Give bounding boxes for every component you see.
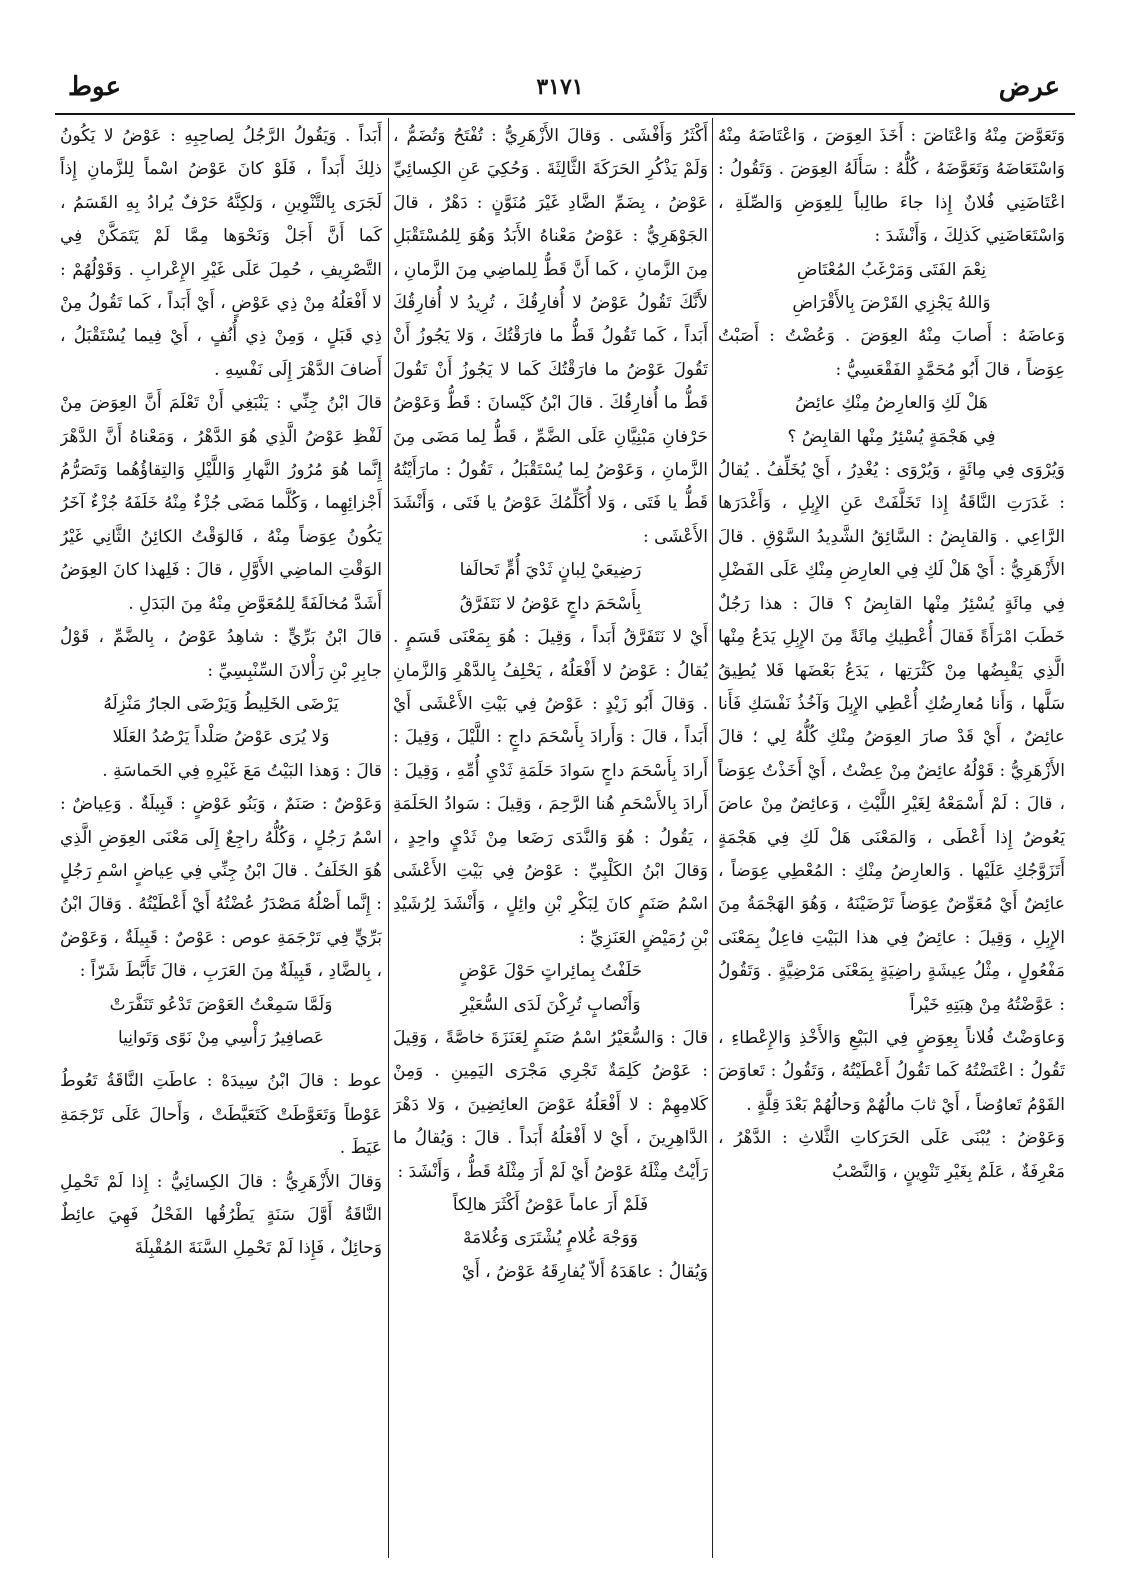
verse-line: وَاللهُ يَجْزِي القَرْضَ بِالأَقْرَاضِ — [792, 293, 991, 314]
paragraph: قالَ : وَهذا البَيْتُ مَعَ غَيْرِهِ فِي الحَماسَةِ . — [102, 760, 382, 781]
verse-line: حَلَفْتُ بِمائِراتٍ حَوْلَ عَوْضٍ — [458, 961, 643, 982]
header-root-word-right: عرض — [998, 72, 1060, 102]
paragraph: أَيْ لا نَتَفَرَّقُ أَبَداً ، وَقِيلَ : هُوَ بِمَعْنَى قَسَمٍ . يُقالُ : عَوْضُ لا أَفْعَلُهُ ، يَحْلِفُ بِالدَّهْرِ وَالزَّمانِ . وَقالَ أَبُو زَيْدٍ : عَوْضُ فِي بَيْتِ الأَعْشَى أَيْ أَبَداً ، قالَ : وَأَرادَ بِأَسْحَمَ داجٍ : اللَّيْلَ ، وَقِيلَ : أَرادَ بِأَسْحَمَ داجٍ سَوادَ حَلَمَةِ ثَدْيِ أُمِّهِ ، وَقِيلَ : أَرادَ بِالأَسْحَمِ هُنا الرَّحِمَ ، وَقِيلَ : سَوادُ الحَلَمَةِ ، يَقُولُ : هُوَ وَالنَّدَى رَضَعا مِنْ ثَدْيٍ واحِدٍ ، وَقالَ ابْنُ الكَلْبِيِّ : عَوْضُ فِي بَيْتِ الأَعْشَى اسْمُ صَنَمٍ كانَ لِبَكْرِ بْنِ وائِلٍ ، وَأَنْشَدَ لِرُشَيْدِ بْنِ رُمَيْضٍ العَنَزِيِّ : — [393, 627, 708, 948]
entry-heading-paragraph: عوط : قالَ ابْنُ سِيدَهْ : عاطَتِ النَّاقَةُ تَعُوطُ عَوْطاً وَتَعَوَّطَتْ كَتَعَيَّطَتْ ، وَأَحالَ عَلَى تَرْجَمَةِ عَيَطَ . — [60, 1071, 382, 1159]
verse-line: بِأَسْحَمَ داجٍ عَوْضُ لا نَتَفَرَّقُ — [459, 593, 642, 614]
verse-line: وَوَجْهَ غُلامٍ يُشْتَرَى وَغُلامَهْ — [463, 1228, 638, 1249]
paragraph: وَعَوْضٌ : صَنَمٌ ، وَبَنُو عَوْضٍ : قَبِيلَةٌ . وَعِياضٌ : اسْمُ رَجُلٍ ، وَكُلُّهُ راجِعٌ إِلَى مَعْنَى العِوَضِ الَّذِي هُوَ الخَلَفُ . قالَ ابْنُ جِنِّي فِي عِياضٍ اسْمِ رَجُلٍ : إِنَّما أَصْلُهُ مَصْدَرُ عُضْتُهُ أَيْ أَعْطَيْتُهُ . وَقالَ ابْنُ بَرِّيٍّ فِي تَرْجَمَةِ عوص : عَوْصٌ : قَبِيلَةٌ ، وَعَوْضٌ ، بِالضَّادِ ، قَبِيلَةٌ مِنَ العَرَبِ ، قالَ تَأَبَّطَ شَرّاً : — [60, 794, 382, 982]
verse-line: يَرْضَى الخَلِيطُ وَيَرْضَى الجارُ مَنْزِلَهُ — [103, 693, 339, 714]
verse-line: وَلا يُرَى عَوْضُ صَلْداً يَرْصُدُ العَلَلا — [112, 727, 330, 748]
column-divider-left — [388, 118, 389, 1558]
paragraph: أَكْثَرُ وَأَفْشَى . وَقالَ الأَزْهَرِيُّ : تُفْتَحُ وَتُضَمُّ ، وَلَمْ يَذْكُرِ الحَرَكَةَ الثَّالِثَةَ . وَحُكِيَ عَنِ الكِسائِيِّ عَوْضُ ، بِضَمِّ الضَّادِ غَيْرَ مُنَوَّنٍ : دَهْرٌ ، قالَ الجَوْهَرِيُّ : عَوْضُ مَعْناهُ الأَبَدُ وَهُوَ لِلمُسْتَقْبَلِ مِنَ الزَّمانِ ، كَما أَنَّ قَطُّ لِلماضِي مِنَ الزَّمانِ ، لأَنَّكَ تَقُولُ عَوْضُ لا أُفارِقُكَ ، تُرِيدُ لا أُفارِقُكَ أَبَداً ، كَما تَقُولُ قَطُّ ما فارَقْتُكَ ، وَلا يَجُوزُ أَنْ تَقُولَ عَوْضُ ما فارَقْتُكَ كَما لا يَجُوزُ أَنْ تَقُولَ قَطُّ ما أُفارِقُكَ . قالَ ابْنُ كَيْسانَ : قَطُّ وَعَوْضُ حَرْفانِ مَبْنِيَّانِ عَلَى الضَّمِّ ، قَطُّ لِما مَضَى مِنَ الزَّمانِ ، وَعَوْضُ لِما يُسْتَقْبَلُ ، تَقُولُ : مارَأَيْتُهُ قَطُّ يا فَتَى ، وَلا أُكَلِّمُكَ عَوْضُ يا فَتَى ، وَأَنْشَدَ الأَعْشَى : — [393, 126, 708, 547]
column-left — [60, 120, 382, 1550]
verse-line: وَأَنْصابٍ تُرِكْنَ لَدَى السُّعَيْرِ — [460, 994, 641, 1015]
paragraph: قالَ ابْنُ جِنِّي : يَنْبَغِي أَنْ تَعْلَمَ أَنَّ العِوَضَ مِنْ لَفْظِ عَوْضُ الَّذِي هُوَ الدَّهْرُ ، وَمَعْناهُ أَنَّ الدَّهْرَ إِنَّما هُوَ مُرُورُ النَّهارِ وَاللَّيْلِ وَالتِقاؤُهُما وَتَصَرُّمُ أَجْزائِهِما ، وَكُلَّما مَضَى جُزْءٌ مِنْهُ خَلَفَهُ جُزْءٌ آخَرُ يَكُونُ عِوَضاً مِنْهُ ، فَالوَقْتُ الكائِنُ الثَّانِي غَيْرُ الوَقْتِ الماضِي الأَوَّلِ ، قالَ : فَلِهذا كانَ العِوَضُ أَشَدَّ مُخالَفَةً لِلمُعَوَّضِ مِنْهُ مِنَ البَدَلِ . — [60, 393, 382, 614]
verse-line: فِي هَجْمَةٍ يُسْئِرُ مِنْها القابِضُ ؟ — [787, 426, 996, 447]
page-number: ٣١٧١ — [536, 74, 584, 100]
verse-line: عَصافِيرُ رَأْسِي مِنْ نَوًى وَتَوانِيا — [117, 1027, 325, 1048]
verse-line: رَضِيعَيْ لِبانٍ ثَدْيَ أُمٍّ تَحالَفا — [459, 560, 642, 581]
verse-line: فَلَمْ أَرَ عاماً عَوْضُ أَكْثَرَ هالِكاً — [452, 1195, 649, 1215]
paragraph: وَيُقالُ : عاهَدَهُ أَلاّ يُفارِقَهُ عَوْضُ ، أَيْ — [461, 1261, 708, 1282]
paragraph: وَعَوْضُ : يُبْنَى عَلَى الحَرَكاتِ الثَّلاثِ : الدَّهْرُ ، مَعْرِفَةٌ ، عَلَمٌ بِغَيْرِ تَنْوِينٍ ، وَالنَّصْبُ — [718, 1128, 1065, 1182]
paragraph: وَيُرْوَى فِي مِائَةٍ ، وَيُرْوَى : يُغْدِرُ ، أَيْ يُخَلِّفُ . يُقالُ : غَدَرَتِ النَّاقَةُ إِذا تَخَلَّفَتْ عَنِ الإِبِلِ ، وَأَغْدَرَها الرَّاعِي . وَالقابِضُ : السَّائِقُ الشَّدِيدُ السَّوْقِ . قالَ الأَزْهَرِيُّ : أَيْ هَلْ لَكِ فِي العارِضِ مِنْكِ عَلَى الفَضْلِ فِي مِائَةٍ يُسْئِرُ مِنْها القابِضُ ؟ قالَ : هذا رَجُلٌ خَطَبَ امْرَأَةً فَقالَ أُعْطِيكِ مِائَةً مِنَ الإِبِلِ يَدَعُ مِنْها الَّذِي يَقْبِضُها مِنْ كَثْرَتِها ، يَدَعُ بَعْضَها فَلا يُطِيقُ سَلَّها ، وَأَنا مُعارِضُكِ أُعْطِي الإِبِلَ وَآخُذُ نَفْسَكِ فَأَنا عائِضٌ ، أَيْ قَدْ صارَ العِوَضُ مِنْكِ كُلُّهُ لِي ؛ قالَ الأَزْهَرِيُّ : قَوْلُهُ عائِضٌ مِنْ عِضْتُ ، أَيْ أَخَذْتُ عِوَضاً ، قالَ : لَمْ أَسْمَعْهُ لِغَيْرِ اللَّيْثِ ، وَعائِضٌ مِنْ عاضَ يَعُوضُ إِذا أَعْطَى ، وَالمَعْنَى هَلْ لَكِ فِي هَجْمَةٍ أَتَزَوَّجُكِ عَلَيْها . وَالعارِضُ مِنْكِ : المُعْطِي عِوَضاً ، عائِضٌ أَيْ مُعَوِّضٌ عِوَضاً تَرْضَيْنَهُ ، وَهُوَ الهَجْمَةُ مِنَ الإِبِلِ ، وَقِيلَ : عائِضٌ فِي هذا البَيْتِ فاعِلٌ بِمَعْنَى مَفْعُولٍ ، مِثْلُ عِيشَةٍ راضِيَةٍ بِمَعْنَى مَرْضِيَّةٍ . وَتَقُولُ : عَوَّضْتُهُ مِنْ هِبَتِهِ خَيْراً — [718, 460, 1065, 1015]
page-header — [60, 70, 1060, 110]
column-middle — [393, 120, 708, 1550]
paragraph: أَبَداً . وَيَقُولُ الرَّجُلُ لِصاحِبِهِ : عَوْضُ لا يَكُونُ ذلِكَ أَبَداً ، فَلَوْ كانَ عَوْضُ اسْماً لِلزَّمانِ إِذاً لَجَرَى بِالتَّنْوِينِ ، وَلكِنَّهُ حَرْفٌ يُرادُ بِهِ القَسَمُ ، كَما أَنَّ أَجَلْ وَنَحْوَها مِمَّا لَمْ يَتَمَكَّنْ فِي التَّصْرِيفِ ، حُمِلَ عَلَى غَيْرِ الإِعْرابِ . وَقَوْلُهُمْ : لا أَفْعَلُهُ مِنْ ذِي عَوْضٍ ، أَيْ أَبَداً ، كَما تَقُولُ مِنْ ذِي قَبَلٍ ، وَمِنْ ذِي أُنُفٍ ، أَيْ فِيما يُسْتَقْبَلُ ، أَضافَ الدَّهْرَ إِلَى نَفْسِهِ . — [60, 126, 382, 380]
column-divider-right — [712, 118, 713, 1558]
paragraph: وَعاضَهُ : أَصابَ مِنْهُ العِوَضَ . وَعُضْتُ : أَصَبْتُ عِوَضاً ، قالَ أَبُو مُحَمَّدٍ الفَقْعَسِيُّ : — [718, 326, 1065, 380]
paragraph: وَتَعَوَّضَ مِنْهُ وَاعْتَاضَ : أَخَذَ العِوَضَ ، وَاعْتَاضَهُ مِنْهُ وَاسْتَعَاضَهُ وَتَعَوَّضَهُ ، كُلُّهُ : سَأَلَهُ العِوَضَ . وَتَقُولُ : اعْتَاضَنِي فُلانٌ إِذا جاءَ طالِباً لِلعِوَضِ وَالصِّلَةِ ، وَاسْتَعَاضَنِي كَذلِكَ ، وَأَنْشَدَ : — [718, 126, 1065, 247]
paragraph: وَقالَ الأَزْهَرِيُّ : قالَ الكِسائِيُّ : إِذا لَمْ تَحْمِلِ النَّاقَةُ أَوَّلَ سَنَةٍ يَطْرُقُها الفَحْلُ فَهِيَ عائِطٌ وَحائِلٌ ، فَإِذا لَمْ تَحْمِلِ السَّنَةَ المُقْبِلَةَ — [60, 1171, 382, 1259]
verse-line: وَلَمَّا سَمِعْتُ العَوْضَ تَدْعُو تَنَفَّرَتْ — [109, 994, 333, 1015]
paragraph: قالَ : وَالسُّعَيْرُ اسْمُ صَنَمٍ لِعَنَزَةَ خاصَّةً ، وَقِيلَ : عَوْضُ كَلِمَةٌ تَجْرِي مَجْرَى اليَمِينِ . وَمِنْ كَلامِهِمْ : لا أَفْعَلُهُ عَوْضَ العائِضِينَ ، وَلا دَهْرَ الدَّاهِرِينَ ، أَيْ لا أَفْعَلُهُ أَبَداً . قالَ : وَيُقالُ ما رَأَيْتُ مِثْلَهُ عَوْضُ أَيْ لَمْ أَرَ مِثْلَهُ قَطُّ ، وَأَنْشَدَ : — [393, 1027, 708, 1182]
paragraph: وَعاوَضْتُ فُلاناً بِعِوَضٍ فِي البَيْعِ وَالأَخْذِ وَالإِعْطاءِ ، تَقُولُ : اعْتَضْتُهُ كَما تَقُولُ أَعْطَيْتُهُ ، وَتَقُولُ : تَعاوَضَ القَوْمُ تَعاوُضاً ، أَيْ ثابَ مالُهُمْ وَحالُهُمْ بَعْدَ قِلَّةٍ . — [718, 1027, 1065, 1115]
header-root-word-left: عوط — [68, 72, 121, 102]
header-rule — [55, 113, 1075, 115]
verse-line: هَلْ لَكِ وَالعارِضُ مِنْكِ عائِضُ — [795, 393, 988, 414]
column-right — [718, 120, 1065, 1550]
paragraph: قالَ ابْنُ بَرِّيٍّ : شاهِدُ عَوْضُ ، بِالضَّمِّ ، قَوْلُ جابِرِ بْنِ رَأْلانَ السِّنْبِسِيِّ : — [60, 627, 382, 681]
verse-line: نِعْمَ الفَتَى وَمَرْغَبُ المُعْتَاضِ — [796, 259, 987, 280]
